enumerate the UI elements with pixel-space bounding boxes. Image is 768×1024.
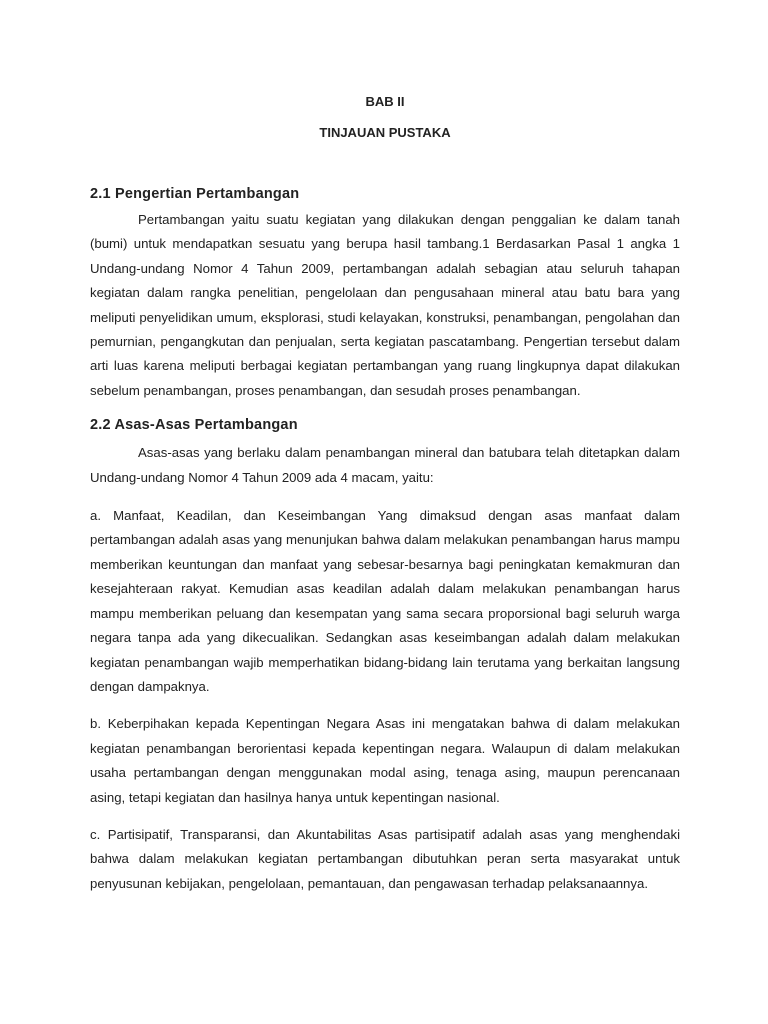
- section-heading-2-2: 2.2 Asas-Asas Pertambangan: [90, 417, 298, 434]
- list-item-a: a. Manfaat, Keadilan, dan Keseimbangan Yang dimaksud dengan asas manfaat dalam pertambangan adalah asas yang menunjukan bahwa dalam melakukan penambangan harus mampu memberikan keuntungan dan manfaat yang sebesar-besarnya bagi peningkatan kemakmuran dan kesejahteraan rakyat. Kemudian asas keadilan adalah dalam melakukan penambangan harus mampu memberikan peluang dan kesempatan yang sama secara proporsional bagi seluruh warga negara tanpa ada yang dikecualikan. Sedangkan asas keseimbangan adalah dalam melakukan kegiatan penambangan wajib memperhatikan bidang-bidang lain terutama yang berkaitan langsung dengan dampaknya.: [90, 508, 680, 694]
- section-2-2-intro-paragraph: Asas-asas yang berlaku dalam penambangan mineral dan batubara telah ditetapkan dalam Undang-undang Nomor 4 Tahun 2009 ada 4 macam, yaitu:: [90, 445, 680, 485]
- chapter-number: BAB II: [365, 94, 405, 109]
- list-item-c: c. Partisipatif, Transparansi, dan Akuntabilitas Asas partisipatif adalah asas yang menghendaki bahwa dalam melakukan kegiatan pertambangan dibutuhkan peran serta masyarakat untuk penyusunan kebijakan, pengelolaan, pemantauan, dan pengawasan terhadap pelaksanaannya.: [90, 826, 680, 891]
- chapter-title: TINJAUAN PUSTAKA: [319, 125, 451, 140]
- list-item-b: b. Keberpihakan kepada Kepentingan Negara Asas ini mengatakan bahwa di dalam melakukan kegiatan penambangan berorientasi kepada kepentingan negara. Walaupun di dalam melakukan usaha pertambangan dengan menggunakan modal asing, tenaga asing, maupun perencanaan asing, tetapi kegiatan dan hasilnya hanya untuk kepentingan nasional.: [90, 716, 680, 805]
- section-2-1-paragraph: Pertambangan yaitu suatu kegiatan yang dilakukan dengan penggalian ke dalam tanah (bumi) untuk mendapatkan sesuatu yang berupa hasil tambang.1 Berdasarkan Pasal 1 angka 1 Undang-undang Nomor 4 Tahun 2009, pertambangan adalah sebagian atau seluruh tahapan kegiatan dalam rangka penelitian, pengelolaan dan pengusahaan mineral atau batu bara yang meliputi penyelidikan umum, eksplorasi, studi kelayakan, konstruksi, penambangan, pengolahan dan pemurnian, pengangkutan dan penjualan, serta kegiatan pascatambang. Pengertian tersebut dalam arti luas karena meliputi berbagai kegiatan pertambangan yang ruang lingkupnya dapat dilakukan sebelum penambangan, proses penambangan, dan sesudah proses penambangan.: [90, 212, 680, 398]
- section-heading-2-1: 2.1 Pengertian Pertambangan: [90, 186, 300, 202]
